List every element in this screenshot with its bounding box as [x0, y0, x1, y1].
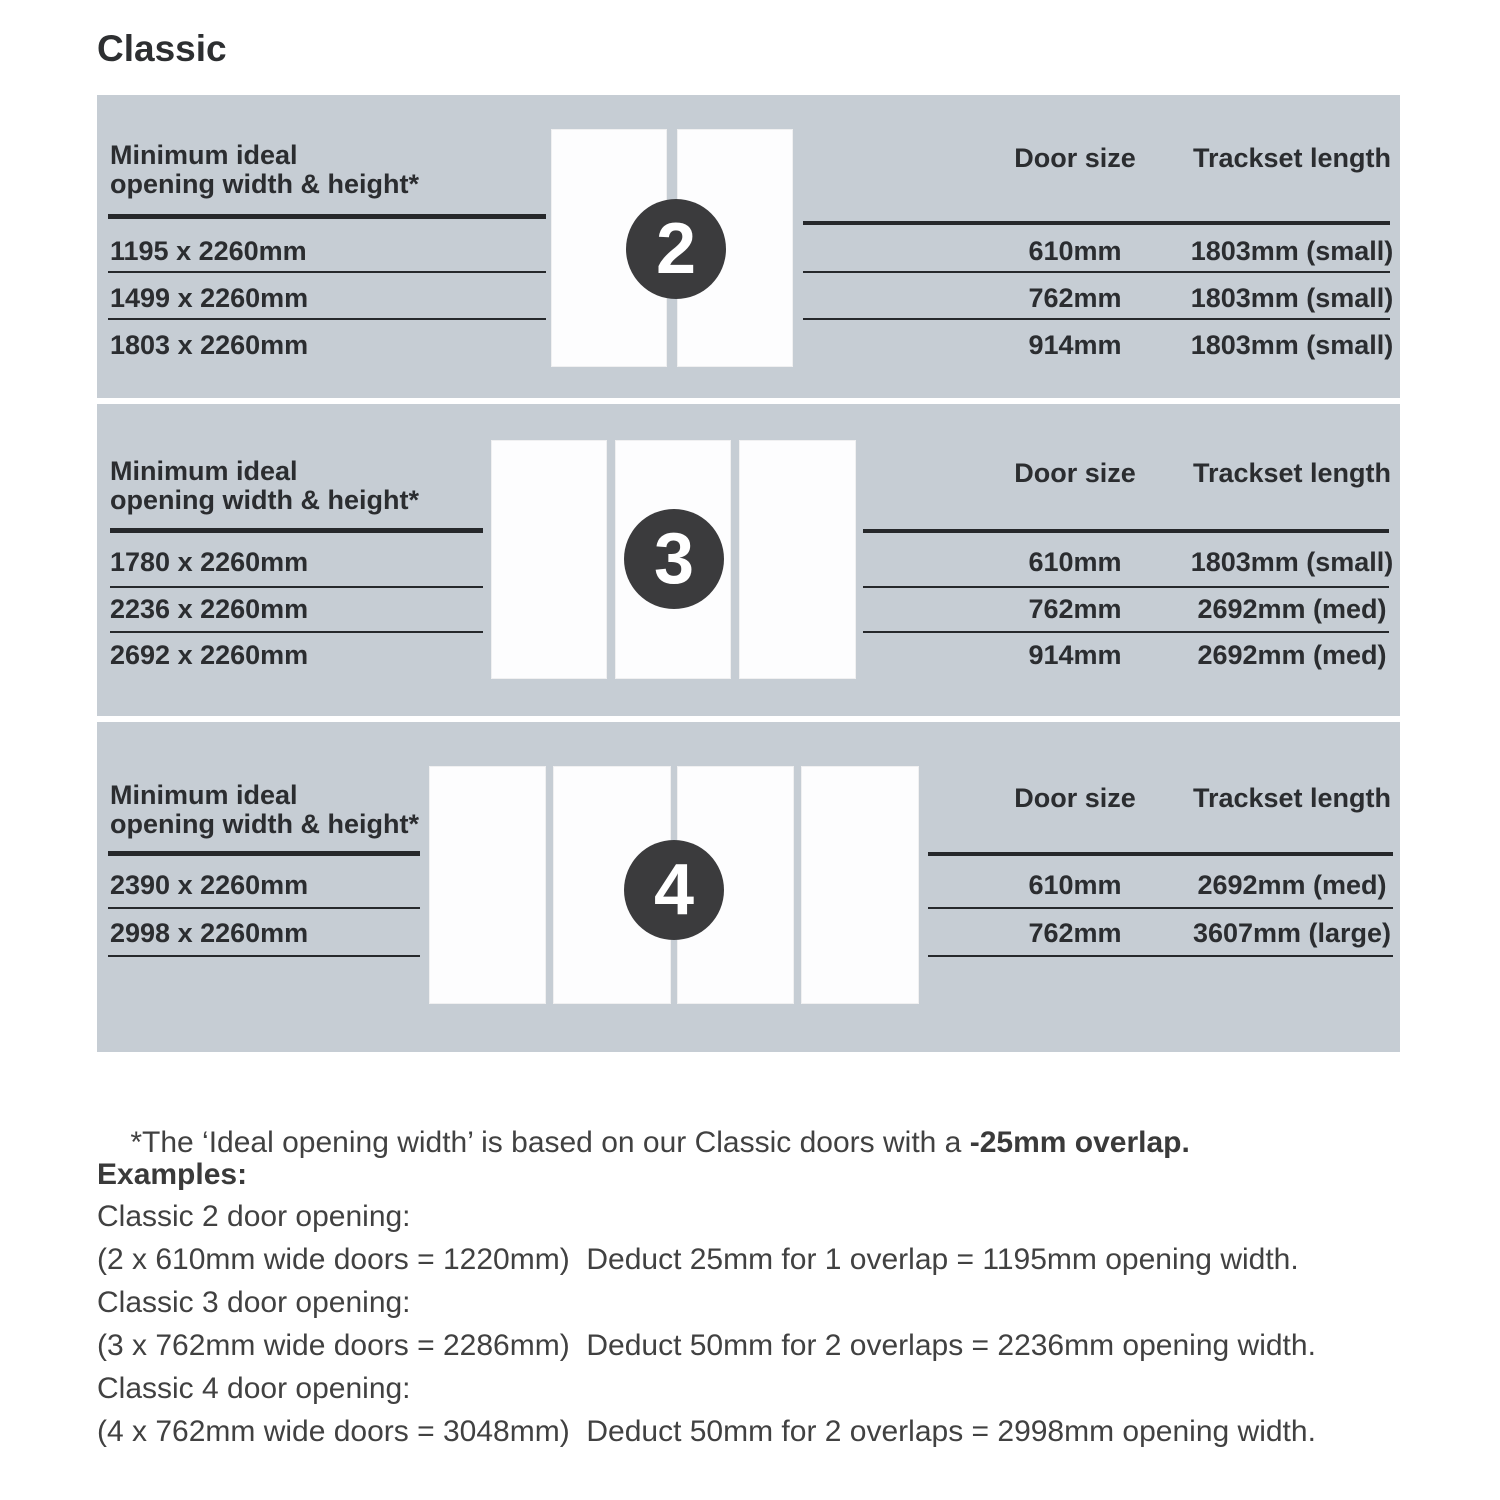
row-divider — [108, 907, 420, 909]
opening-header-line1: Minimum ideal — [110, 780, 298, 810]
section-separator — [97, 716, 1400, 722]
row-divider — [863, 631, 1389, 633]
door-size: 610mm — [1028, 236, 1122, 266]
opening-header — [110, 781, 419, 839]
header-rule-left — [108, 214, 546, 219]
door-panel — [739, 440, 856, 679]
opening-header-line2: opening width & height* — [110, 485, 419, 515]
example-line: Classic 3 door opening: — [97, 1286, 411, 1319]
row-divider — [108, 271, 546, 273]
door-size-header: Door size — [1014, 783, 1136, 813]
row-divider — [110, 586, 483, 588]
opening-size: 2236 x 2260mm — [110, 594, 309, 624]
trackset-length: 1803mm (small) — [1190, 330, 1394, 360]
trackset-length: 1803mm (small) — [1190, 236, 1394, 266]
row-divider — [928, 955, 1393, 957]
section-separator — [97, 398, 1400, 404]
footnote — [97, 1092, 1190, 1194]
example-line: Classic 2 door opening: — [97, 1200, 411, 1233]
opening-size: 2390 x 2260mm — [110, 870, 309, 900]
opening-size: 1803 x 2260mm — [110, 330, 309, 360]
trackset-length: 1803mm (small) — [1190, 283, 1394, 313]
trackset-length: 3607mm (large) — [1192, 918, 1392, 948]
door-size: 762mm — [1028, 283, 1122, 313]
opening-size: 2998 x 2260mm — [110, 918, 309, 948]
trackset-length: 2692mm (med) — [1197, 594, 1387, 624]
trackset-header: Trackset length — [1192, 458, 1392, 488]
row-divider — [110, 631, 483, 633]
examples-heading: Examples: — [97, 1158, 248, 1191]
door-count-badge: 3 — [624, 509, 724, 609]
door-size-header: Door size — [1014, 458, 1136, 488]
door-panel — [429, 766, 546, 1004]
example-line: Classic 4 door opening: — [97, 1372, 411, 1405]
example-line: (2 x 610mm wide doors = 1220mm) Deduct 25mm for 1 overlap = 1195mm opening width. — [97, 1243, 1299, 1276]
door-size-header: Door size — [1014, 143, 1136, 173]
header-rule-left — [110, 528, 483, 533]
row-divider — [863, 586, 1389, 588]
opening-header-line1: Minimum ideal — [110, 456, 298, 486]
footnote-bold: -25mm overlap. — [969, 1126, 1190, 1159]
opening-header-line2: opening width & height* — [110, 809, 419, 839]
opening-size: 1195 x 2260mm — [110, 236, 307, 266]
row-divider — [803, 318, 1390, 320]
row-divider — [108, 318, 546, 320]
door-panel — [491, 440, 607, 679]
door-size: 762mm — [1028, 594, 1122, 624]
trackset-length: 2692mm (med) — [1197, 870, 1387, 900]
door-panel — [801, 766, 919, 1004]
trackset-length: 2692mm (med) — [1197, 640, 1387, 670]
opening-size: 1780 x 2260mm — [110, 547, 309, 577]
door-size: 914mm — [1028, 330, 1122, 360]
footnote-regular: *The ‘Ideal opening width’ is based on our Classic doors with a — [130, 1126, 970, 1159]
door-size: 610mm — [1028, 870, 1122, 900]
example-line: (3 x 762mm wide doors = 2286mm) Deduct 50mm for 2 overlaps = 2236mm opening width. — [97, 1329, 1316, 1362]
door-count-badge: 4 — [624, 840, 724, 940]
opening-header-line2: opening width & height* — [110, 169, 419, 199]
door-size: 610mm — [1028, 547, 1122, 577]
page-title: Classic — [97, 28, 227, 69]
trackset-length: 1803mm (small) — [1190, 547, 1394, 577]
header-rule-left — [108, 851, 420, 856]
door-count-badge: 2 — [626, 199, 726, 299]
opening-header — [110, 141, 419, 199]
row-divider — [108, 955, 420, 957]
opening-header — [110, 457, 419, 515]
row-divider — [803, 271, 1390, 273]
door-size: 762mm — [1028, 918, 1122, 948]
trackset-header: Trackset length — [1192, 783, 1392, 813]
example-line: (4 x 762mm wide doors = 3048mm) Deduct 50mm for 2 overlaps = 2998mm opening width. — [97, 1415, 1316, 1448]
opening-size: 2692 x 2260mm — [110, 640, 309, 670]
row-divider — [928, 907, 1393, 909]
header-rule-right — [928, 852, 1393, 856]
trackset-header: Trackset length — [1192, 143, 1392, 173]
header-rule-right — [803, 221, 1390, 225]
door-size: 914mm — [1028, 640, 1122, 670]
opening-size: 1499 x 2260mm — [110, 283, 309, 313]
opening-header-line1: Minimum ideal — [110, 140, 298, 170]
header-rule-right — [863, 529, 1389, 533]
